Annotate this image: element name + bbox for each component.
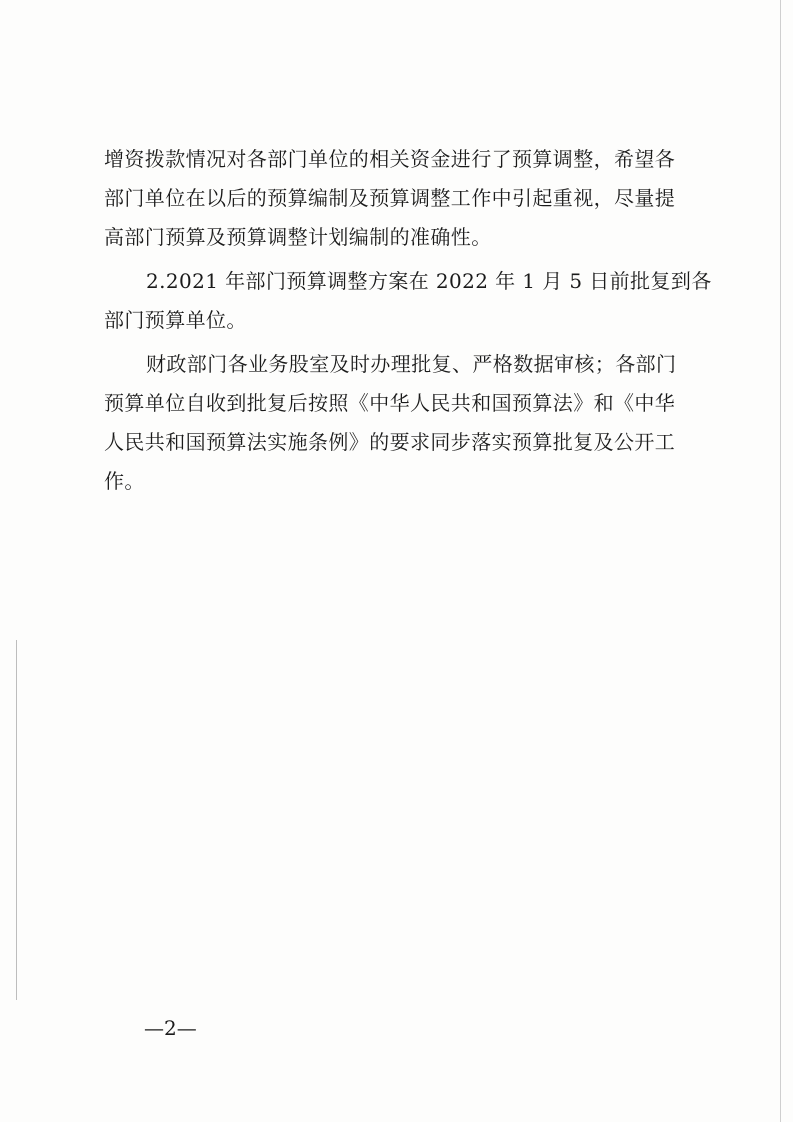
paragraph-budget-adjustment xyxy=(104,140,694,257)
text-line: 作。 xyxy=(104,469,145,493)
text-line: 2.2021 年部门预算调整方案在 2022 年 1 月 5 日前批复到各 xyxy=(146,269,712,293)
text-line: 预算单位自收到批复后按照《中华人民共和国预算法》和《中华 xyxy=(104,391,676,415)
scan-edge-left xyxy=(16,640,17,1000)
text-line: 部门预算单位。 xyxy=(104,308,247,332)
paragraph-implementation xyxy=(104,345,694,501)
paragraph-approval-deadline xyxy=(104,262,712,340)
text-line: 部门单位在以后的预算编制及预算调整工作中引起重视，尽量提 xyxy=(104,186,676,210)
text-line: 人民共和国预算法实施条例》的要求同步落实预算批复及公开工 xyxy=(104,430,676,454)
text-line: 高部门预算及预算调整计划编制的准确性。 xyxy=(104,225,492,249)
scan-edge-right xyxy=(780,0,781,1122)
document-body xyxy=(104,140,712,501)
page-number: —2— xyxy=(144,1016,197,1040)
text-line: 财政部门各业务股室及时办理批复、严格数据审核；各部门 xyxy=(146,352,677,376)
text-line: 增资拨款情况对各部门单位的相关资金进行了预算调整，希望各 xyxy=(104,147,676,171)
